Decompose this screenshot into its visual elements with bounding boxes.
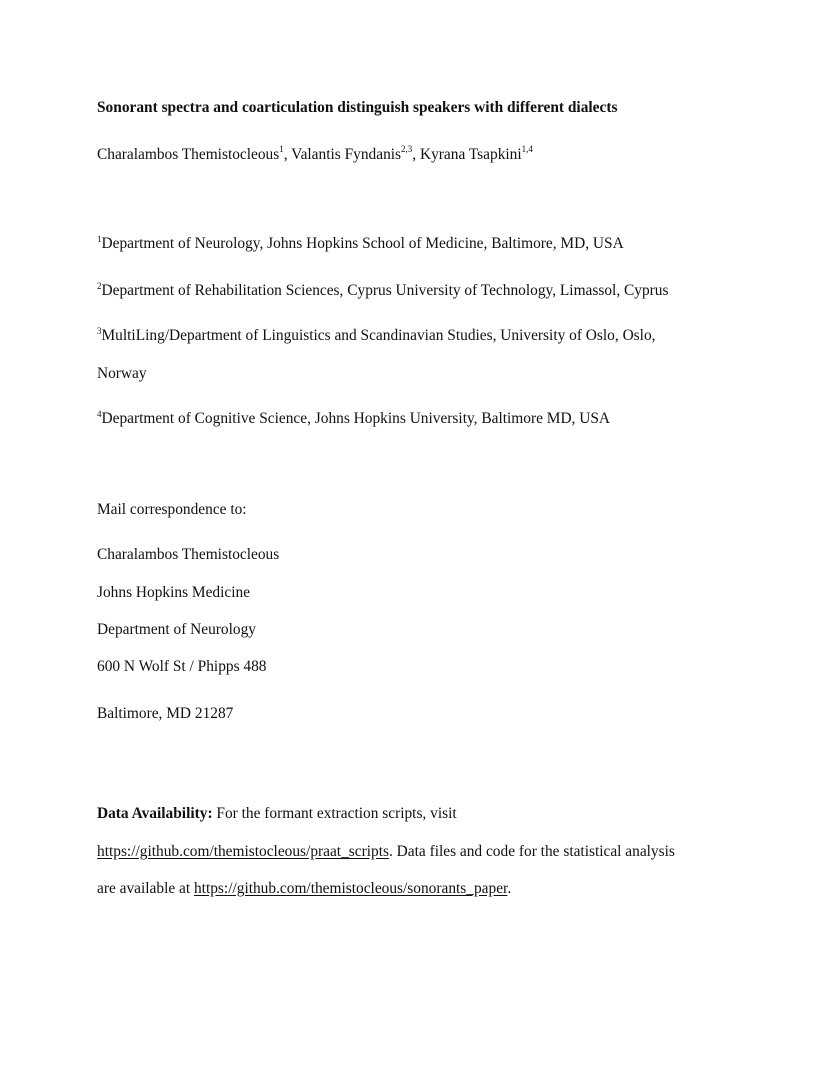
affiliation-3-continued: Norway [97, 365, 147, 382]
affiliation-text: Department of Cognitive Science, Johns Hopkins University, Baltimore MD, USA [101, 410, 611, 427]
correspondence-city: Baltimore, MD 21287 [97, 705, 234, 722]
author-affiliation-marker: 2,3 [401, 143, 413, 154]
data-availability-line-3 [97, 881, 511, 896]
affiliation-4 [97, 408, 611, 427]
paper-title: Sonorant spectra and coarticulation distinguish speakers with different dialects [97, 99, 618, 116]
affiliation-3 [97, 325, 656, 344]
affiliation-text: Department of Neurology, Johns Hopkins School of Medicine, Baltimore, MD, USA [101, 235, 624, 252]
author-affiliation-marker: 1,4 [521, 143, 533, 154]
author-separator: , [283, 146, 292, 163]
data-availability-text: are available at [97, 880, 194, 897]
author-name: Charalambos Themistocleous [97, 146, 280, 163]
data-availability-text: . Data files and code for the statistical analysis [388, 843, 675, 860]
data-availability-line-2 [97, 844, 675, 859]
correspondence-name: Charalambos Themistocleous [97, 546, 280, 563]
affiliation-number: 3 [97, 325, 102, 336]
correspondence-header: Mail correspondence to: [97, 501, 247, 518]
author-affiliation-marker: 1 [279, 143, 284, 154]
affiliation-number: 4 [97, 408, 102, 419]
affiliation-number: 1 [97, 233, 102, 244]
affiliation-1 [97, 233, 624, 252]
author-name: Valantis Fyndanis [291, 146, 402, 163]
data-availability-period: . [507, 880, 512, 897]
correspondence-department: Department of Neurology [97, 621, 256, 638]
data-availability-line-1 [97, 806, 457, 821]
affiliation-text: Department of Rehabilitation Sciences, Cyprus University of Technology, Limassol, Cyprus [101, 282, 669, 299]
author-name: Kyrana Tsapkini [419, 146, 522, 163]
correspondence-institution: Johns Hopkins Medicine [97, 584, 251, 601]
affiliation-2 [97, 280, 669, 299]
data-availability-label: Data Availability: [97, 805, 213, 822]
author-separator: , [412, 146, 420, 163]
affiliation-text: MultiLing/Department of Linguistics and Scandinavian Studies, University of Oslo, Oslo, [101, 327, 656, 344]
sonorants-paper-link[interactable]: https://github.com/themistocleous/sonorants_paper [193, 880, 508, 897]
correspondence-street: 600 N Wolf St / Phipps 488 [97, 658, 267, 675]
praat-scripts-link[interactable]: https://github.com/themistocleous/praat_scripts [97, 843, 389, 860]
affiliation-number: 2 [97, 280, 102, 291]
author-list [97, 143, 533, 163]
data-availability-text: For the formant extraction scripts, visit [212, 805, 457, 822]
